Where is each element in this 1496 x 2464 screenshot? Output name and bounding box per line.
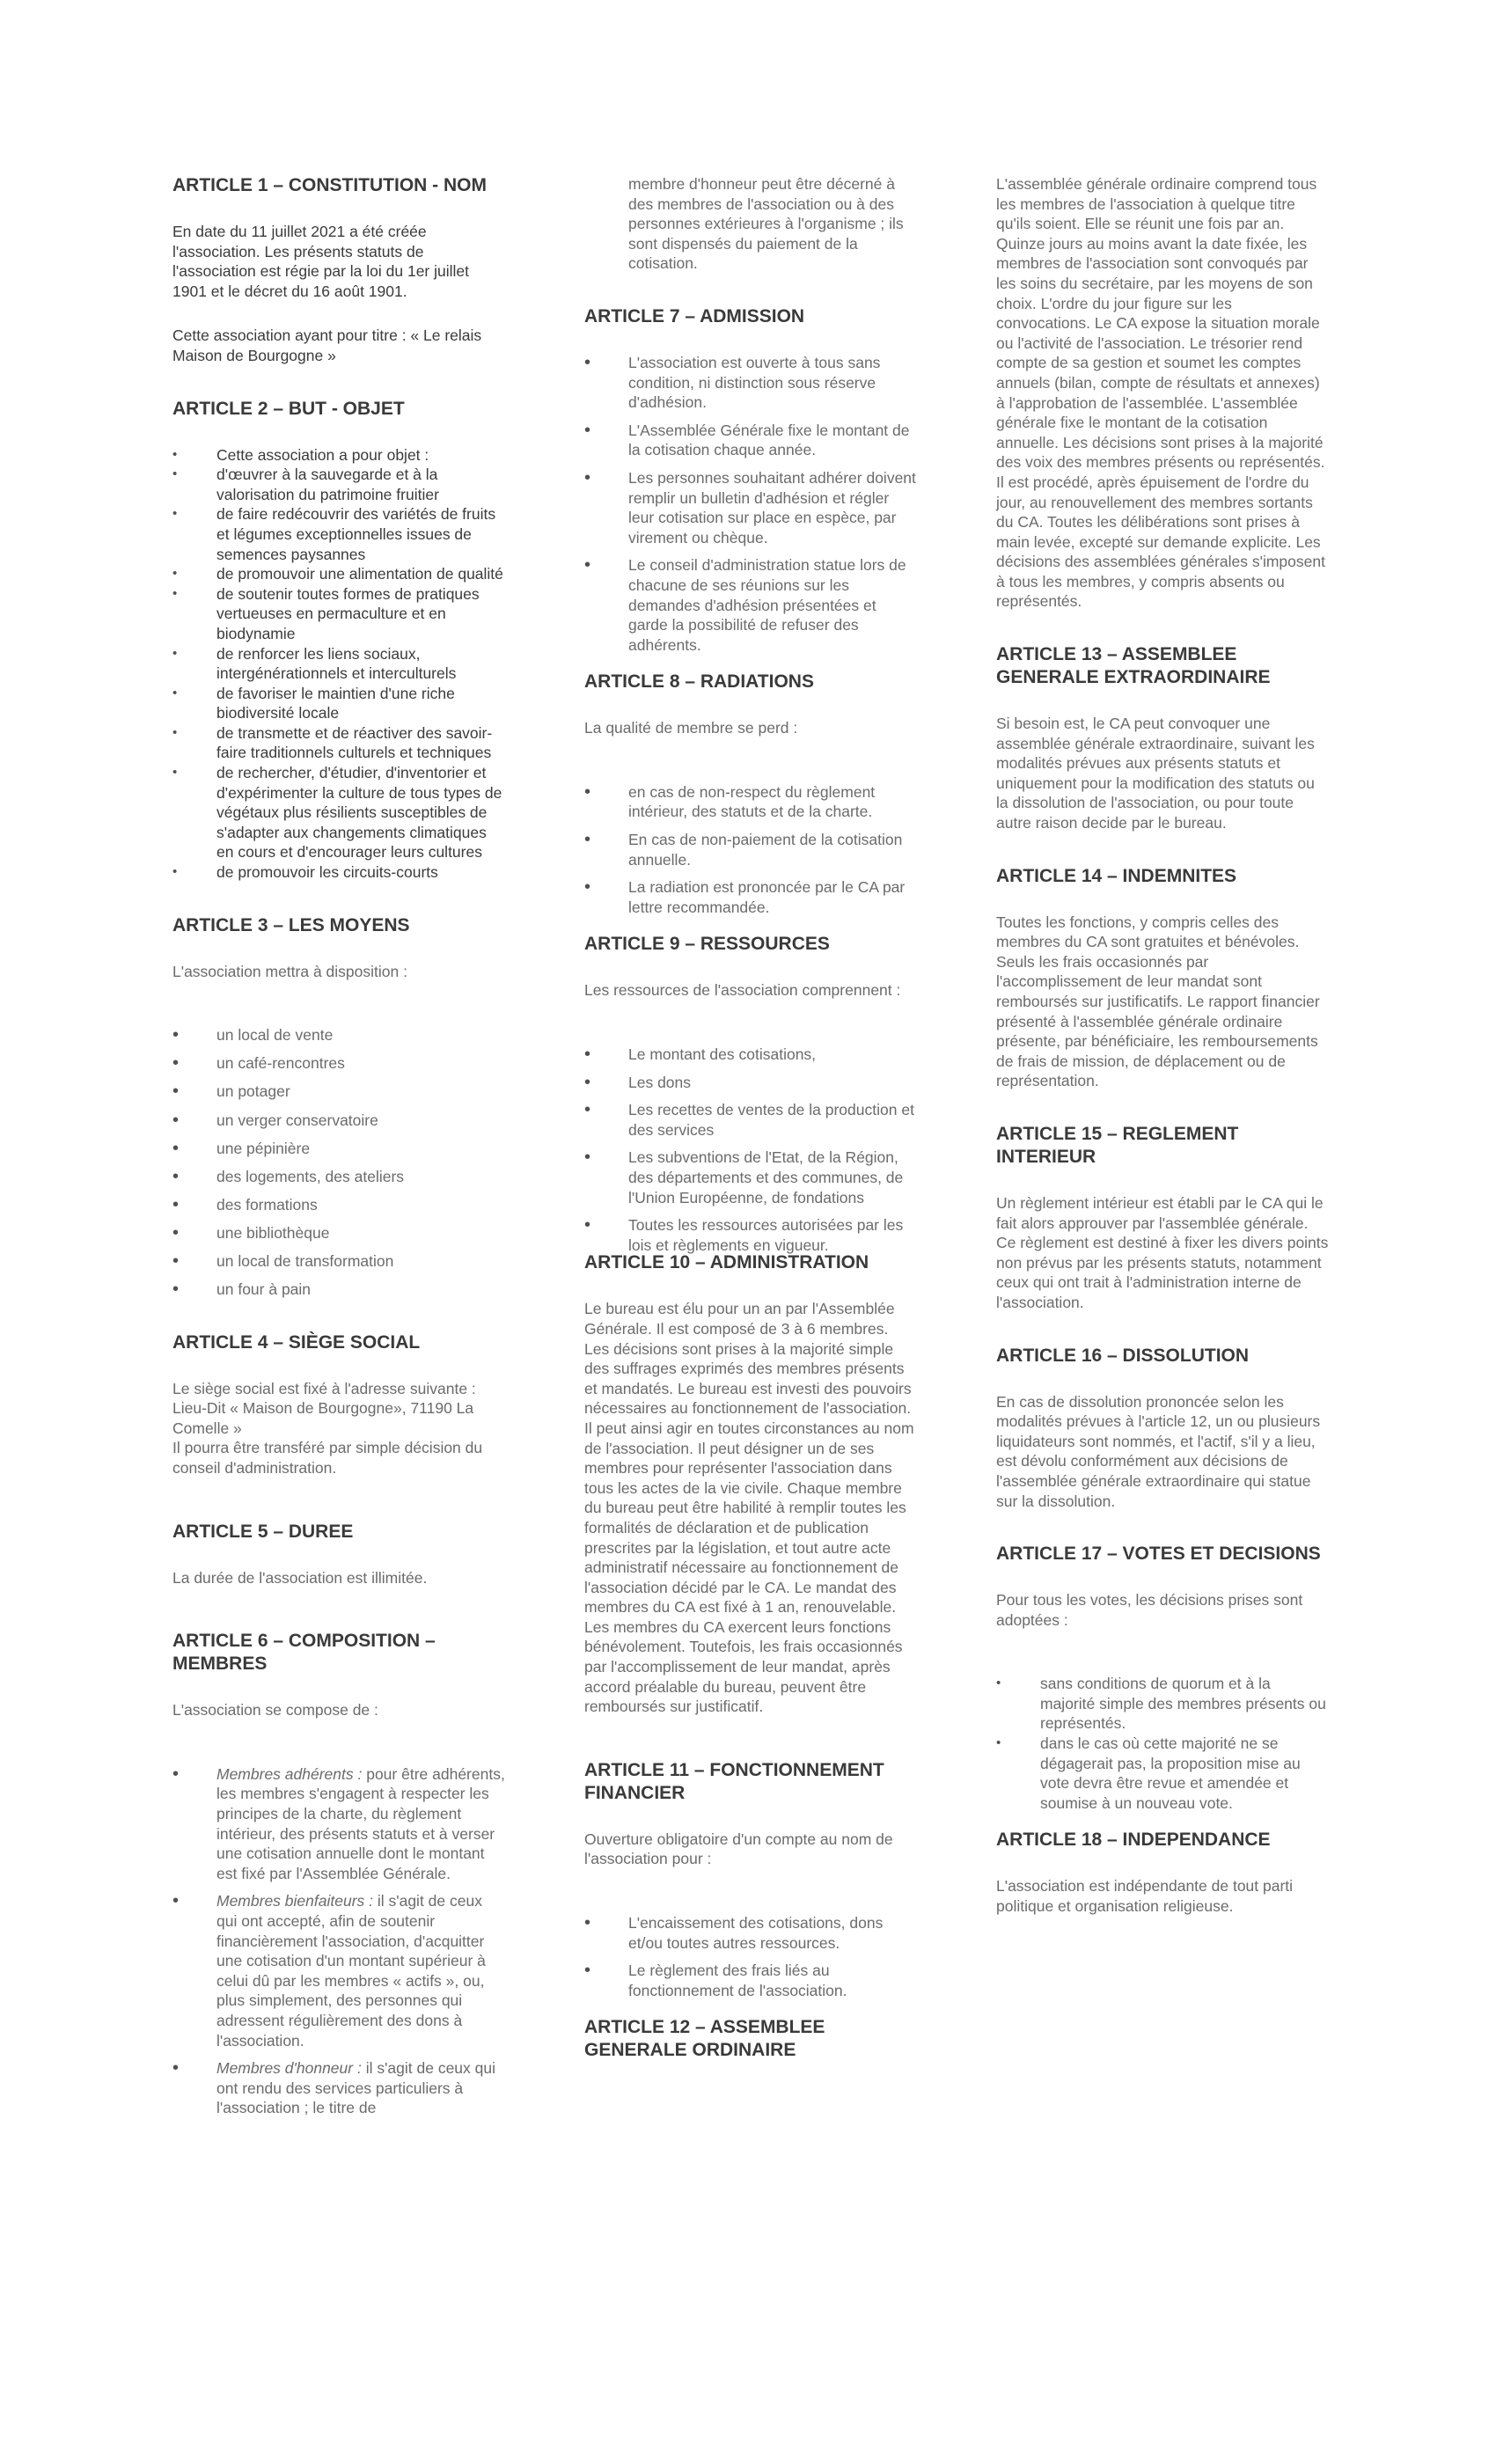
article-4-line-1: Le siège social est fixé à l'adresse suivante :: [172, 1379, 476, 1397]
article-4-line-3: Il pourra être transféré par simple décision du conseil d'administration.: [172, 1439, 483, 1478]
article-7-list: [584, 353, 917, 655]
article-3-paragraph: L'association mettra à disposition :: [172, 962, 407, 980]
list-item: • une bibliothèque: [172, 1223, 505, 1243]
article-13-paragraph: Si besoin est, le CA peut convoquer une assemblée générale extraordinaire, suivant les modalités prévues aux présents statuts et uniquement pour la modification des statuts ou la dissolution de l'association, ou pour toute autre raison decide par le bureau.: [996, 715, 1315, 832]
article-2-list: [172, 445, 505, 883]
list-item: • La radiation est prononcée par le CA par lettre recommandée.: [584, 877, 917, 917]
article-5-paragraph: La durée de l'association est illimitée.: [172, 1568, 428, 1587]
article-9-paragraph: Les ressources de l'association comprennent :: [584, 981, 901, 1000]
list-item: • de rechercher, d'étudier, d'inventorier et d'expérimenter la culture de tous types de végétaux plus résilients susceptibles de s'adapter aux changements climatiques en cours et d'encourager leurs cultures: [172, 763, 505, 862]
list-item: • un potager: [172, 1082, 505, 1102]
article-7-title: ARTICLE 7 – ADMISSION: [584, 305, 805, 326]
article-8-list: [584, 782, 917, 918]
member-type-text: pour être adhérents, les membres s'engagent à respecter les principes de la charte, du règlement intérieur, des présents statuts et à verser une cotisation annuelle dont le montant est fixé par l'Assemblée Générale.: [216, 1764, 505, 1882]
list-item: • Le montant des cotisations,: [584, 1045, 917, 1065]
list-item: • des logements, des ateliers: [172, 1167, 505, 1187]
column-2: [584, 174, 917, 2062]
list-item: • En cas de non-paiement de la cotisation annuelle.: [584, 830, 917, 869]
article-9-title: ARTICLE 9 – RESSOURCES: [584, 934, 830, 955]
article-1-title: ARTICLE 1 – CONSTITUTION - NOM: [172, 175, 487, 195]
member-type-label: Membres adhérents :: [216, 1764, 363, 1783]
article-10-paragraph: Le bureau est élu pour un an par l'Assemblée Générale. Il est composé de 3 à 6 membres. Les décisions sont prises à la majorité simple des suffrages exprimés des membres présents et mandatés. Le bureau est investi des pouvoirs nécessaires au fonctionnement de l'association. Il peut ainsi agir en toutes circonstances au nom de l'association. Il peut désigner un de ses membres pour représenter l'association dans tous les actes de la vie civile. Chaque membre du bureau peut être habilité à remplir toutes les formalités de déclaration et de publication prescrites par la législation, et tout autre acte administratif nécessaire au fonctionnement de l'association décidé par le CA. Le mandat des membres du CA est fixé à 1 an, renouvelable. Les membres du CA exercent leurs fonctions bénévolement. Toutefois, les frais occasionnés par l'accomplissement de leur mandat, après accord préalable du bureau, peuvent être remboursés sur justificatif.: [584, 1300, 914, 1716]
article-17-title: ARTICLE 17 – VOTES ET DECISIONS: [996, 1544, 1321, 1565]
article-4-line-2: Lieu-Dit « Maison de Bourgogne», 71190 La Comelle »: [172, 1399, 474, 1437]
article-3-list: [172, 1025, 505, 1299]
list-item: • L'association est ouverte à tous sans condition, ni distinction sous réserve d'adhésion.: [584, 353, 917, 413]
list-item: • un local de transformation: [172, 1251, 505, 1272]
article-11-list: [584, 1913, 917, 2000]
article-6-list: [172, 1764, 505, 2118]
article-2-title: ARTICLE 2 – BUT - OBJET: [172, 398, 405, 419]
article-18-paragraph: L'association est indépendante de tout parti politique et organisation religieuse.: [996, 1877, 1294, 1916]
list-item: • de promouvoir les circuits-courts: [172, 862, 505, 883]
article-12-title: ARTICLE 12 – ASSEMBLEE GENERALE ORDINAIRE: [584, 2017, 825, 2061]
list-item: • de soutenir toutes formes de pratiques vertueuses en permaculture et en biodynamie: [172, 584, 505, 644]
list-item: • Les subventions de l'Etat, de la Région, des départements et des communes, de l'Union Européenne, de fondations: [584, 1148, 917, 1207]
article-1-paragraph-2: Cette association ayant pour titre : « Le relais Maison de Bourgogne »: [172, 326, 482, 364]
article-8-title: ARTICLE 8 – RADIATIONS: [584, 671, 814, 693]
list-item: • des formations: [172, 1195, 505, 1215]
list-item: • un local de vente: [172, 1025, 505, 1045]
article-11-title: ARTICLE 11 – FONCTIONNEMENT FINANCIER: [584, 1759, 884, 1803]
column-1: [172, 174, 505, 2126]
list-item: • Les dons: [584, 1073, 917, 1093]
article-13-title: ARTICLE 13 – ASSEMBLEE GENERALE EXTRAORDINAIRE: [996, 644, 1271, 688]
article-3-title: ARTICLE 3 – LES MOYENS: [172, 914, 410, 935]
list-item: [172, 1891, 505, 2050]
list-item: • de transmette et de réactiver des savoir-faire traditionnels culturels et techniques: [172, 723, 505, 763]
article-8-paragraph: La qualité de membre se perd :: [584, 719, 798, 737]
list-item: [172, 1764, 505, 1884]
article-6-title: ARTICLE 6 – COMPOSITION – MEMBRES: [172, 1631, 436, 1675]
article-4-title: ARTICLE 4 – SIÈGE SOCIAL: [172, 1331, 421, 1353]
list-item: • un verger conservatoire: [172, 1111, 505, 1131]
list-item: • un café-rencontres: [172, 1053, 505, 1074]
member-type-text: il s'agit de ceux qui ont rendu des services particuliers à l'association ; le titre de: [216, 2059, 496, 2117]
list-item: • de renforcer les liens sociaux, intergénérationnels et interculturels: [172, 644, 505, 684]
list-item: • Le conseil d'administration statue lors de chacune de ses réunions sur les demandes d'adhésion présentées et garde la possibilité de refuser des adhérents.: [584, 555, 917, 655]
list-item: [172, 2058, 505, 2118]
article-11-paragraph: Ouverture obligatoire d'un compte au nom de l'association pour :: [584, 1830, 893, 1868]
article-5-title: ARTICLE 5 – DUREE: [172, 1521, 354, 1542]
list-item: • en cas de non-respect du règlement intérieur, des statuts et de la charte.: [584, 782, 917, 822]
article-14-title: ARTICLE 14 – INDEMNITES: [996, 865, 1237, 886]
list-item: • Les personnes souhaitant adhérer doivent remplir un bulletin d'adhésion et régler leur cotisation sur place en espèce, par virement ou chèque.: [584, 468, 917, 547]
member-type-label: Membres d'honneur :: [216, 2059, 362, 2078]
list-item: • de faire redécouvrir des variétés de fruits et légumes exceptionnelles issues de semences paysannes: [172, 504, 505, 564]
member-type-text: il s'agit de ceux qui ont accepté, afin de soutenir financièrement l'association, d'acquitter une cotisation d'un montant supérieur à celui dû par les membres « actifs », ou, plus simplement, des personnes qui adressent régulièrement des dons à l'association.: [216, 1892, 486, 2050]
article-6-paragraph: L'association se compose de :: [172, 1701, 378, 1720]
article-17-paragraph: Pour tous les votes, les décisions prises sont adoptées :: [996, 1591, 1303, 1629]
list-item: • d'œuvrer à la sauvegarde et à la valorisation du patrimoine fruitier: [172, 465, 505, 504]
list-item: • sans conditions de quorum et à la majorité simple des membres présents ou représentés.: [996, 1674, 1329, 1734]
article-1-paragraph-1: En date du 11 juillet 2021 a été créée l'association. Les présents statuts de l'association est régie par la loi du 1er juillet 1901 et le décret du 16 août 1901.: [172, 223, 469, 300]
list-item: • Cette association a pour objet :: [172, 445, 505, 466]
article-15-paragraph: Un règlement intérieur est établi par le CA qui le fait alors approuver par l'assemblée générale. Ce règlement est destiné à fixer les divers points non prévus par les présents statuts, notamment ceux qui ont trait à l'administration interne de l'association.: [996, 1193, 1329, 1311]
article-10-title: ARTICLE 10 – ADMINISTRATION: [584, 1252, 869, 1273]
list-item: • L'encaissement des cotisations, dons et/ou toutes autres ressources.: [584, 1913, 917, 1953]
article-9-list: [584, 1045, 917, 1255]
article-18-title: ARTICLE 18 – INDEPENDANCE: [996, 1830, 1271, 1851]
list-item: • dans le cas où cette majorité ne se dégagerait pas, la proposition mise au vote devra être revue et amendée et soumise à un nouveau vote.: [996, 1734, 1329, 1813]
member-type-label: Membres bienfaiteurs :: [216, 1892, 373, 1910]
column-3: [996, 174, 1329, 1917]
list-item: • de promouvoir une alimentation de qualité: [172, 564, 505, 584]
list-item: • Le règlement des frais liés au fonctionnement de l'association.: [584, 1961, 917, 2000]
article-17-list: [996, 1674, 1329, 1813]
list-item: • une pépinière: [172, 1139, 505, 1159]
article-14-paragraph: Toutes les fonctions, y compris celles des membres du CA sont gratuites et bénévoles. Seuls les frais occasionnés par l'accomplissement de leur mandat sont remboursés sur justificatifs. Le rapport financier présenté à l'assemblée générale ordinaire présente, par bénéficiaire, les remboursements de frais de mission, de déplacement ou de représentation.: [996, 913, 1320, 1090]
article-12-paragraph: L'assemblée générale ordinaire comprend tous les membres de l'association à quelque titre qu'ils soient. Elle se réunit une fois par an. Quinze jours au moins avant la date fixée, les membres de l'association sont convoqués par les soins du secrétaire, par les moyens de son choix. L'ordre du jour figure sur les convocations. Le CA expose la situation morale ou l'activité de l'association. Le trésorier rend compte de sa gestion et soumet les comptes annuels (bilan, compte de résultats et annexes) à l'approbation de l'assemblée. L'assemblée générale fixe le montant de la cotisation annuelle. Les décisions sont prises à la majorité des voix des membres présents ou représentés. Il est procédé, après épuisement de l'ordre du jour, au renouvellement des membres sortants du CA. Toutes les délibérations sont prises à main levée, excepté sur demande explicite. Les décisions des assemblées générales s'imposent à tous les membres, y compris absents ou représentés.: [996, 175, 1325, 611]
list-item: • de favoriser le maintien d'une riche biodiversité locale: [172, 684, 505, 723]
list-item: • L'Assemblée Générale fixe le montant de la cotisation chaque année.: [584, 421, 917, 460]
article-4-body: [172, 1379, 505, 1478]
list-item: • Toutes les ressources autorisées par les lois et règlements en vigueur.: [584, 1215, 917, 1255]
list-item: • Les recettes de ventes de la production et des services: [584, 1100, 917, 1140]
article-15-title: ARTICLE 15 – REGLEMENT INTERIEUR: [996, 1123, 1239, 1167]
article-16-title: ARTICLE 16 – DISSOLUTION: [996, 1345, 1250, 1366]
list-item: • un four à pain: [172, 1280, 505, 1300]
article-16-paragraph: En cas de dissolution prononcée selon les modalités prévues à l'article 12, un ou plusieurs liquidateurs sont nommés, et l'actif, s'il y a lieu, est dévolu conformément aux décisions de l'assemblée générale extraordinaire qui statue sur la dissolution.: [996, 1392, 1321, 1510]
article-6-continuation: membre d'honneur peut être décerné à des membres de l'association ou à des personnes extérieures à l'organisme ; ils sont dispensés du paiement de la cotisation.: [628, 175, 904, 273]
